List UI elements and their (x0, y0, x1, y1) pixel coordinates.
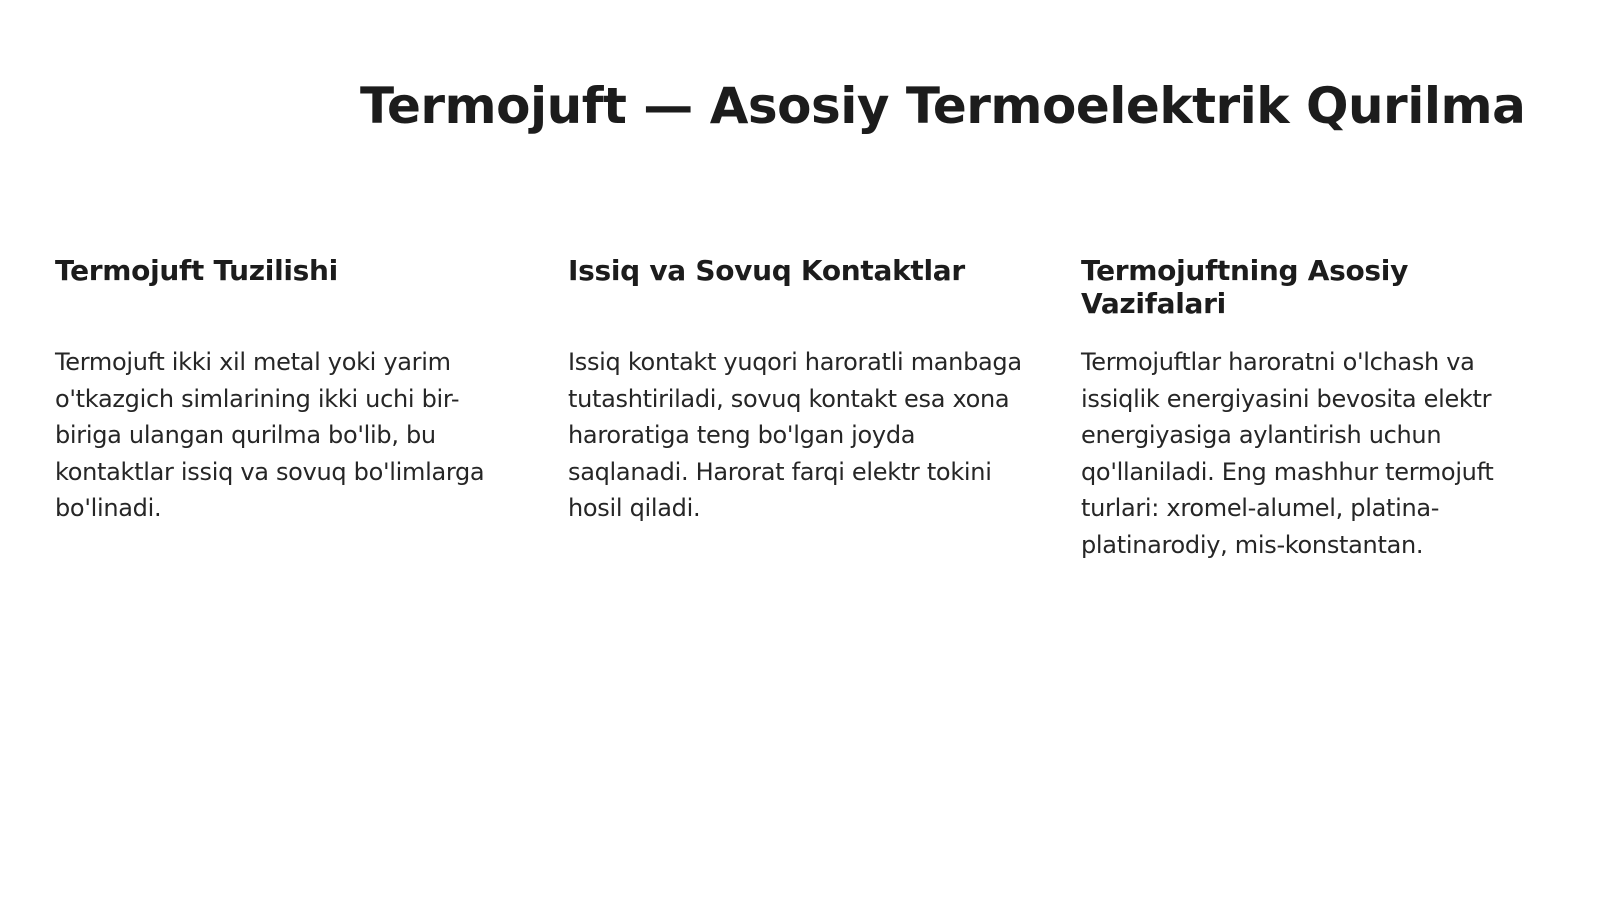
column-termojuft-tuzilishi (55, 254, 515, 522)
slide-title: Termojuft — Asosiy Termoelektrik Qurilma (360, 77, 1526, 135)
column-body-text: Termojuftlar haroratni o'lchash va issiqlik energiyasini bevosita elektr energiyasiga aylantirish uchun qo'llaniladi. Eng mashhur termojuft turlari: xromel-alumel, platina-platinarodiy, mis-konstantan. (1081, 348, 1494, 559)
column-body-text: Issiq kontakt yuqori haroratli manbaga tutashtiriladi, sovuq kontakt esa xona haroratiga teng bo'lgan joyda saqlanadi. Harorat farqi elektr tokini hosil qiladi. (568, 348, 1022, 522)
column-heading: Termojuftning Asosiy Vazifalari (1081, 254, 1409, 320)
column-heading: Issiq va Sovuq Kontaktlar (568, 254, 965, 287)
column-body-text: Termojuft ikki xil metal yoki yarim o'tkazgich simlarining ikki uchi bir-biriga ulangan qurilma bo'lib, bu kontaktlar issiq va sovuq bo'limlarga bo'linadi. (55, 348, 485, 522)
column-heading: Termojuft Tuzilishi (55, 254, 338, 287)
column-asosiy-vazifalari (1081, 254, 1541, 559)
column-issiq-va-sovuq-kontaktlar (568, 254, 1028, 522)
